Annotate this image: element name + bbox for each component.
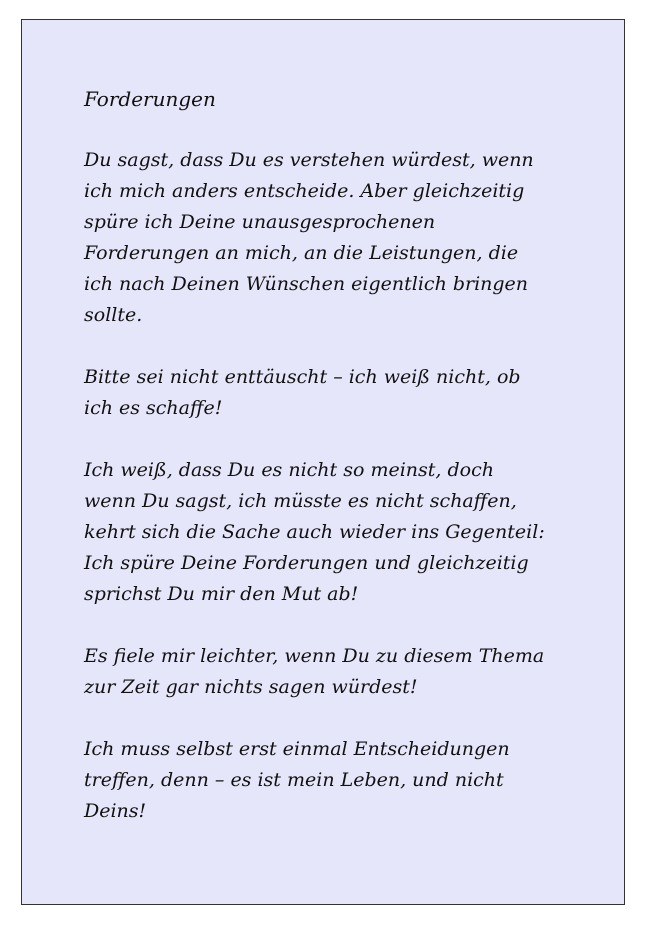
poem-paragraph: Bitte sei nicht enttäuscht – ich weiß nicht, ob ich es schaffe! [84, 366, 521, 419]
poem-paragraph: Es fiele mir leichter, wenn Du zu diesem Thema zur Zeit gar nichts sagen würdest! [84, 645, 545, 698]
poem-paragraph: Ich muss selbst erst einmal Entscheidungen treffen, denn – es ist mein Leben, und nicht Deins! [84, 738, 510, 822]
poem-content [84, 84, 584, 858]
poem-paragraph: Ich weiß, dass Du es nicht so meinst, doch wenn Du sagst, ich müsste es nicht schaffen, kehrt sich die Sache auch wieder ins Gegenteil: Ich spüre Deine Forderungen und gleichzeitig sprichst Du mir den Mut ab! [84, 459, 545, 605]
poem-card [21, 19, 625, 905]
poem-title: Forderungen [84, 87, 216, 111]
poem-paragraph: Du sagst, dass Du es verstehen würdest, wenn ich mich anders entscheide. Aber gleichzeitig spüre ich Deine unausgesprochenen Forderungen an mich, an die Leistungen, die ich nach Deinen Wünschen eigentlich bringen sollte. [84, 149, 534, 326]
